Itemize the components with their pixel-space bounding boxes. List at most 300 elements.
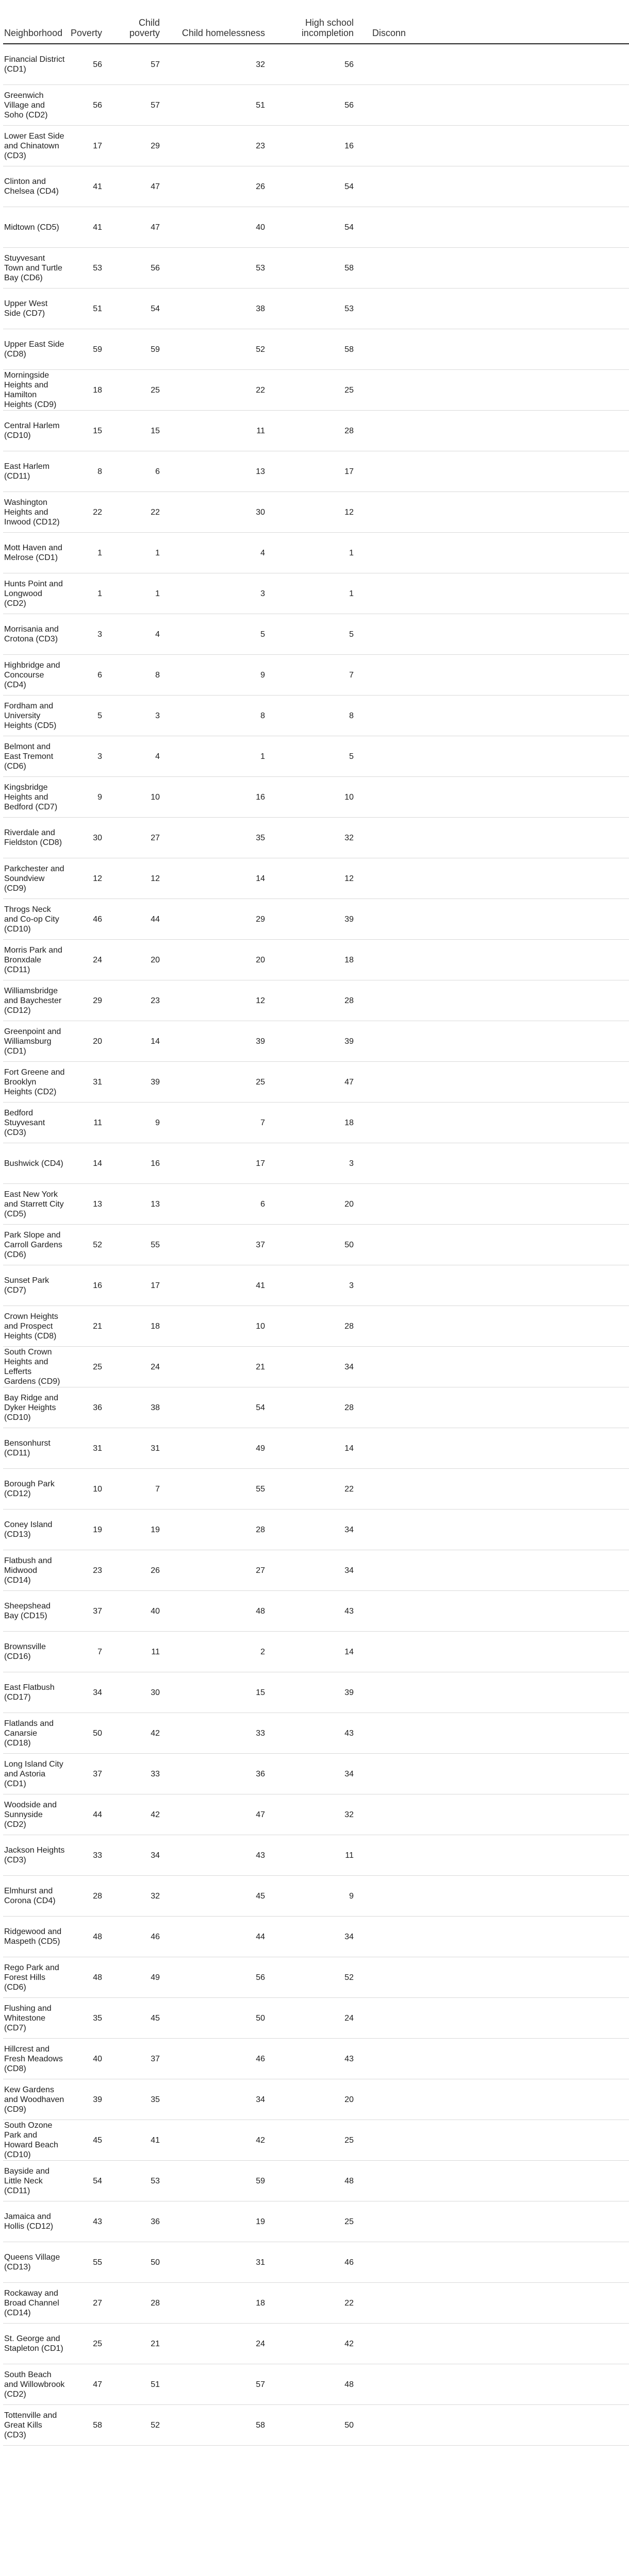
child-homelessness-cell: 16 — [167, 777, 272, 818]
child-poverty-cell: 1 — [109, 573, 167, 614]
poverty-cell: 3 — [67, 736, 109, 777]
high-school-incompletion-cell: 32 — [272, 1794, 361, 1835]
disconnected-cell — [361, 1632, 629, 1672]
high-school-incompletion-cell: 12 — [272, 492, 361, 533]
disconnected-cell — [361, 2405, 629, 2446]
neighborhood-name-cell: Midtown (CD5) — [3, 207, 67, 248]
table-row — [3, 696, 629, 736]
neighborhood-name-cell: East New York and Starrett City (CD5) — [3, 1184, 67, 1225]
high-school-incompletion-cell: 58 — [272, 329, 361, 370]
disconnected-cell — [361, 2283, 629, 2324]
high-school-incompletion-cell: 39 — [272, 1672, 361, 1713]
column-header-poverty[interactable]: Poverty — [67, 5, 109, 44]
poverty-cell: 17 — [67, 126, 109, 166]
neighborhood-name-cell: Bedford Stuyvesant (CD3) — [3, 1103, 67, 1143]
neighborhood-name-cell: Morningside Heights and Hamilton Heights (CD9) — [3, 370, 67, 411]
column-header-high-school-incompletion[interactable]: High school incompletion — [272, 5, 361, 44]
child-poverty-cell: 33 — [109, 1754, 167, 1794]
poverty-cell: 46 — [67, 899, 109, 940]
disconnected-cell — [361, 166, 629, 207]
high-school-incompletion-cell: 5 — [272, 614, 361, 655]
high-school-incompletion-cell: 22 — [272, 1469, 361, 1510]
child-poverty-cell: 39 — [109, 1062, 167, 1103]
high-school-incompletion-cell: 39 — [272, 1021, 361, 1062]
child-homelessness-cell: 1 — [167, 736, 272, 777]
table-row — [3, 126, 629, 166]
poverty-cell: 55 — [67, 2242, 109, 2283]
table-row — [3, 1794, 629, 1835]
child-poverty-cell: 29 — [109, 126, 167, 166]
high-school-incompletion-cell: 43 — [272, 2039, 361, 2079]
table-row — [3, 1876, 629, 1917]
child-poverty-cell: 49 — [109, 1957, 167, 1998]
table-row — [3, 1632, 629, 1672]
disconnected-cell — [361, 1347, 629, 1387]
neighborhood-name-cell: Flushing and Whitestone (CD7) — [3, 1998, 67, 2039]
table-row — [3, 248, 629, 289]
disconnected-cell — [361, 1957, 629, 1998]
disconnected-cell — [361, 1103, 629, 1143]
neighborhood-name-cell: Borough Park (CD12) — [3, 1469, 67, 1510]
neighborhood-name-cell: Flatbush and Midwood (CD14) — [3, 1550, 67, 1591]
table-row — [3, 818, 629, 858]
table-row — [3, 736, 629, 777]
high-school-incompletion-cell: 47 — [272, 1062, 361, 1103]
table-row — [3, 1062, 629, 1103]
poverty-cell: 5 — [67, 696, 109, 736]
child-homelessness-cell: 18 — [167, 2283, 272, 2324]
high-school-incompletion-cell: 42 — [272, 2324, 361, 2364]
child-homelessness-cell: 58 — [167, 2405, 272, 2446]
disconnected-cell — [361, 1184, 629, 1225]
neighborhood-name-cell: St. George and Stapleton (CD1) — [3, 2324, 67, 2364]
disconnected-cell — [361, 2364, 629, 2405]
child-poverty-cell: 18 — [109, 1306, 167, 1347]
table-row — [3, 1143, 629, 1184]
child-homelessness-cell: 51 — [167, 85, 272, 126]
child-poverty-cell: 46 — [109, 1917, 167, 1957]
table-row — [3, 2242, 629, 2283]
table-row — [3, 1510, 629, 1550]
child-poverty-cell: 32 — [109, 1876, 167, 1917]
child-poverty-cell: 35 — [109, 2079, 167, 2120]
poverty-cell: 11 — [67, 1103, 109, 1143]
child-homelessness-cell: 22 — [167, 370, 272, 411]
disconnected-cell — [361, 289, 629, 329]
high-school-incompletion-cell: 18 — [272, 1103, 361, 1143]
high-school-incompletion-cell: 3 — [272, 1143, 361, 1184]
child-poverty-cell: 51 — [109, 2364, 167, 2405]
disconnected-cell — [361, 1225, 629, 1265]
child-homelessness-cell: 7 — [167, 1103, 272, 1143]
high-school-incompletion-cell: 7 — [272, 655, 361, 696]
high-school-incompletion-cell: 34 — [272, 1347, 361, 1387]
neighborhood-name-cell: Upper East Side (CD8) — [3, 329, 67, 370]
poverty-cell: 10 — [67, 1469, 109, 1510]
child-homelessness-cell: 52 — [167, 329, 272, 370]
poverty-cell: 56 — [67, 44, 109, 85]
child-homelessness-cell: 42 — [167, 2120, 272, 2161]
poverty-cell: 54 — [67, 2161, 109, 2201]
high-school-incompletion-cell: 54 — [272, 166, 361, 207]
table-row — [3, 166, 629, 207]
child-poverty-cell: 38 — [109, 1387, 167, 1428]
neighborhood-name-cell: Stuyvesant Town and Turtle Bay (CD6) — [3, 248, 67, 289]
poverty-cell: 47 — [67, 2364, 109, 2405]
neighborhood-name-cell: South Ozone Park and Howard Beach (CD10) — [3, 2120, 67, 2161]
neighborhood-name-cell: Jamaica and Hollis (CD12) — [3, 2201, 67, 2242]
table-row — [3, 451, 629, 492]
high-school-incompletion-cell: 25 — [272, 2201, 361, 2242]
child-poverty-cell: 55 — [109, 1225, 167, 1265]
neighborhood-name-cell: Woodside and Sunnyside (CD2) — [3, 1794, 67, 1835]
poverty-cell: 23 — [67, 1550, 109, 1591]
neighborhood-name-cell: Queens Village (CD13) — [3, 2242, 67, 2283]
child-poverty-cell: 50 — [109, 2242, 167, 2283]
disconnected-cell — [361, 1265, 629, 1306]
poverty-cell: 44 — [67, 1794, 109, 1835]
neighborhood-name-cell: Bay Ridge and Dyker Heights (CD10) — [3, 1387, 67, 1428]
high-school-incompletion-cell: 5 — [272, 736, 361, 777]
poverty-cell: 31 — [67, 1062, 109, 1103]
table-row — [3, 289, 629, 329]
disconnected-cell — [361, 411, 629, 451]
table-row — [3, 85, 629, 126]
child-poverty-cell: 37 — [109, 2039, 167, 2079]
child-homelessness-cell: 25 — [167, 1062, 272, 1103]
high-school-incompletion-cell: 3 — [272, 1265, 361, 1306]
disconnected-cell — [361, 2324, 629, 2364]
table-row — [3, 1672, 629, 1713]
child-homelessness-cell: 30 — [167, 492, 272, 533]
table-row — [3, 1713, 629, 1754]
poverty-cell: 51 — [67, 289, 109, 329]
child-homelessness-cell: 3 — [167, 573, 272, 614]
high-school-incompletion-cell: 16 — [272, 126, 361, 166]
disconnected-cell — [361, 207, 629, 248]
child-poverty-cell: 13 — [109, 1184, 167, 1225]
child-poverty-cell: 24 — [109, 1347, 167, 1387]
poverty-cell: 13 — [67, 1184, 109, 1225]
poverty-cell: 37 — [67, 1591, 109, 1632]
table-row — [3, 2079, 629, 2120]
child-homelessness-cell: 34 — [167, 2079, 272, 2120]
table-row — [3, 940, 629, 980]
child-homelessness-cell: 4 — [167, 533, 272, 573]
child-poverty-cell: 8 — [109, 655, 167, 696]
neighborhood-name-cell: Parkchester and Soundview (CD9) — [3, 858, 67, 899]
child-homelessness-cell: 53 — [167, 248, 272, 289]
table-row — [3, 2161, 629, 2201]
poverty-cell: 33 — [67, 1835, 109, 1876]
child-homelessness-cell: 29 — [167, 899, 272, 940]
poverty-cell: 9 — [67, 777, 109, 818]
poverty-cell: 48 — [67, 1957, 109, 1998]
child-homelessness-cell: 21 — [167, 1347, 272, 1387]
child-poverty-cell: 47 — [109, 207, 167, 248]
disconnected-cell — [361, 1917, 629, 1957]
column-header-child-homelessness[interactable]: Child homelessness — [167, 5, 272, 44]
disconnected-cell — [361, 858, 629, 899]
disconnected-cell — [361, 1510, 629, 1550]
table-row — [3, 1184, 629, 1225]
neighborhood-name-cell: East Flatbush (CD17) — [3, 1672, 67, 1713]
child-homelessness-cell: 13 — [167, 451, 272, 492]
poverty-cell: 53 — [67, 248, 109, 289]
child-homelessness-cell: 15 — [167, 1672, 272, 1713]
child-poverty-cell: 31 — [109, 1428, 167, 1469]
child-homelessness-cell: 56 — [167, 1957, 272, 1998]
poverty-cell: 39 — [67, 2079, 109, 2120]
child-poverty-cell: 52 — [109, 2405, 167, 2446]
child-homelessness-cell: 10 — [167, 1306, 272, 1347]
neighborhood-name-cell: South Beach and Willowbrook (CD2) — [3, 2364, 67, 2405]
child-poverty-cell: 9 — [109, 1103, 167, 1143]
child-poverty-cell: 57 — [109, 85, 167, 126]
neighborhood-name-cell: Rego Park and Forest Hills (CD6) — [3, 1957, 67, 1998]
neighborhood-name-cell: Coney Island (CD13) — [3, 1510, 67, 1550]
child-poverty-cell: 6 — [109, 451, 167, 492]
disconnected-cell — [361, 1591, 629, 1632]
column-header-child-poverty[interactable]: Child poverty — [109, 5, 167, 44]
child-poverty-cell: 7 — [109, 1469, 167, 1510]
child-homelessness-cell: 32 — [167, 44, 272, 85]
child-poverty-cell: 10 — [109, 777, 167, 818]
child-homelessness-cell: 6 — [167, 1184, 272, 1225]
child-homelessness-cell: 31 — [167, 2242, 272, 2283]
high-school-incompletion-cell: 18 — [272, 940, 361, 980]
disconnected-cell — [361, 1550, 629, 1591]
disconnected-cell — [361, 492, 629, 533]
neighborhood-name-cell: South Crown Heights and Lefferts Gardens (CD9) — [3, 1347, 67, 1387]
table-row — [3, 1998, 629, 2039]
table-row — [3, 2201, 629, 2242]
table-row — [3, 1387, 629, 1428]
poverty-cell: 29 — [67, 980, 109, 1021]
disconnected-cell — [361, 85, 629, 126]
high-school-incompletion-cell: 50 — [272, 2405, 361, 2446]
child-poverty-cell: 45 — [109, 1998, 167, 2039]
child-homelessness-cell: 37 — [167, 1225, 272, 1265]
disconnected-cell — [361, 329, 629, 370]
neighborhood-name-cell: Crown Heights and Prospect Heights (CD8) — [3, 1306, 67, 1347]
disconnected-cell — [361, 2120, 629, 2161]
neighborhood-name-cell: Highbridge and Concourse (CD4) — [3, 655, 67, 696]
child-homelessness-cell: 50 — [167, 1998, 272, 2039]
poverty-cell: 34 — [67, 1672, 109, 1713]
neighborhood-name-cell: Lower East Side and Chinatown (CD3) — [3, 126, 67, 166]
neighborhood-name-cell: Kew Gardens and Woodhaven (CD9) — [3, 2079, 67, 2120]
disconnected-cell — [361, 1062, 629, 1103]
child-poverty-cell: 3 — [109, 696, 167, 736]
child-poverty-cell: 12 — [109, 858, 167, 899]
high-school-incompletion-cell: 24 — [272, 1998, 361, 2039]
poverty-cell: 27 — [67, 2283, 109, 2324]
table-row — [3, 2283, 629, 2324]
high-school-incompletion-cell: 9 — [272, 1876, 361, 1917]
table-row — [3, 370, 629, 411]
neighborhood-name-cell: Fordham and University Heights (CD5) — [3, 696, 67, 736]
table-row — [3, 980, 629, 1021]
disconnected-cell — [361, 1469, 629, 1510]
high-school-incompletion-cell: 25 — [272, 2120, 361, 2161]
child-poverty-cell: 30 — [109, 1672, 167, 1713]
child-poverty-cell: 22 — [109, 492, 167, 533]
table-row — [3, 1265, 629, 1306]
neighborhood-name-cell: Greenwich Village and Soho (CD2) — [3, 85, 67, 126]
child-homelessness-cell: 8 — [167, 696, 272, 736]
disconnected-cell — [361, 2079, 629, 2120]
table-row — [3, 1917, 629, 1957]
high-school-incompletion-cell: 56 — [272, 44, 361, 85]
child-poverty-cell: 28 — [109, 2283, 167, 2324]
neighborhood-name-cell: Elmhurst and Corona (CD4) — [3, 1876, 67, 1917]
neighborhood-name-cell: Upper West Side (CD7) — [3, 289, 67, 329]
child-homelessness-cell: 11 — [167, 411, 272, 451]
high-school-incompletion-cell: 20 — [272, 2079, 361, 2120]
table-row — [3, 1021, 629, 1062]
poverty-cell: 25 — [67, 2324, 109, 2364]
table-row — [3, 777, 629, 818]
table-row — [3, 1103, 629, 1143]
neighborhood-name-cell: Hunts Point and Longwood (CD2) — [3, 573, 67, 614]
neighborhood-name-cell: Morrisania and Crotona (CD3) — [3, 614, 67, 655]
child-poverty-cell: 54 — [109, 289, 167, 329]
table-row — [3, 329, 629, 370]
child-homelessness-cell: 48 — [167, 1591, 272, 1632]
table-row — [3, 1835, 629, 1876]
high-school-incompletion-cell: 53 — [272, 289, 361, 329]
table-row — [3, 1347, 629, 1387]
disconnected-cell — [361, 1021, 629, 1062]
table-row — [3, 858, 629, 899]
disconnected-cell — [361, 777, 629, 818]
poverty-cell: 36 — [67, 1387, 109, 1428]
high-school-incompletion-cell: 43 — [272, 1713, 361, 1754]
child-homelessness-cell: 20 — [167, 940, 272, 980]
child-poverty-cell: 26 — [109, 1550, 167, 1591]
child-poverty-cell: 4 — [109, 614, 167, 655]
high-school-incompletion-cell: 34 — [272, 1754, 361, 1794]
table-row — [3, 1591, 629, 1632]
neighborhood-name-cell: Financial District (CD1) — [3, 44, 67, 85]
poverty-cell: 7 — [67, 1632, 109, 1672]
disconnected-cell — [361, 2201, 629, 2242]
table-row — [3, 533, 629, 573]
table-row — [3, 2120, 629, 2161]
neighborhood-name-cell: Clinton and Chelsea (CD4) — [3, 166, 67, 207]
high-school-incompletion-cell: 50 — [272, 1225, 361, 1265]
child-poverty-cell: 15 — [109, 411, 167, 451]
table-row — [3, 492, 629, 533]
disconnected-cell — [361, 1143, 629, 1184]
disconnected-cell — [361, 1672, 629, 1713]
child-poverty-cell: 42 — [109, 1713, 167, 1754]
poverty-cell: 24 — [67, 940, 109, 980]
poverty-cell: 3 — [67, 614, 109, 655]
data-table-container — [3, 5, 629, 2446]
column-header-disconnected[interactable]: Disconn — [361, 5, 629, 44]
child-poverty-cell: 17 — [109, 1265, 167, 1306]
high-school-incompletion-cell: 46 — [272, 2242, 361, 2283]
poverty-cell: 52 — [67, 1225, 109, 1265]
neighborhood-name-cell: Central Harlem (CD10) — [3, 411, 67, 451]
poverty-cell: 50 — [67, 1713, 109, 1754]
disconnected-cell — [361, 1387, 629, 1428]
child-poverty-cell: 23 — [109, 980, 167, 1021]
high-school-incompletion-cell: 1 — [272, 573, 361, 614]
data-table — [3, 5, 629, 2446]
poverty-cell: 18 — [67, 370, 109, 411]
column-header-neighborhood[interactable]: Neighborhood — [3, 5, 67, 44]
child-homelessness-cell: 45 — [167, 1876, 272, 1917]
neighborhood-name-cell: Tottenville and Great Kills (CD3) — [3, 2405, 67, 2446]
child-homelessness-cell: 54 — [167, 1387, 272, 1428]
child-homelessness-cell: 55 — [167, 1469, 272, 1510]
disconnected-cell — [361, 940, 629, 980]
high-school-incompletion-cell: 34 — [272, 1510, 361, 1550]
table-row — [3, 1957, 629, 1998]
poverty-cell: 31 — [67, 1428, 109, 1469]
high-school-incompletion-cell: 25 — [272, 370, 361, 411]
disconnected-cell — [361, 1306, 629, 1347]
neighborhood-name-cell: Brownsville (CD16) — [3, 1632, 67, 1672]
table-row — [3, 1550, 629, 1591]
child-poverty-cell: 42 — [109, 1794, 167, 1835]
poverty-cell: 58 — [67, 2405, 109, 2446]
table-row — [3, 411, 629, 451]
child-homelessness-cell: 36 — [167, 1754, 272, 1794]
child-poverty-cell: 11 — [109, 1632, 167, 1672]
poverty-cell: 6 — [67, 655, 109, 696]
child-homelessness-cell: 47 — [167, 1794, 272, 1835]
child-homelessness-cell: 40 — [167, 207, 272, 248]
neighborhood-name-cell: Williamsbridge and Baychester (CD12) — [3, 980, 67, 1021]
child-homelessness-cell: 33 — [167, 1713, 272, 1754]
neighborhood-name-cell: Greenpoint and Williamsburg (CD1) — [3, 1021, 67, 1062]
child-poverty-cell: 36 — [109, 2201, 167, 2242]
table-body — [3, 44, 629, 2446]
neighborhood-name-cell: Ridgewood and Maspeth (CD5) — [3, 1917, 67, 1957]
table-row — [3, 1225, 629, 1265]
child-homelessness-cell: 38 — [167, 289, 272, 329]
poverty-cell: 41 — [67, 166, 109, 207]
high-school-incompletion-cell: 56 — [272, 85, 361, 126]
poverty-cell: 15 — [67, 411, 109, 451]
poverty-cell: 37 — [67, 1754, 109, 1794]
child-homelessness-cell: 27 — [167, 1550, 272, 1591]
poverty-cell: 59 — [67, 329, 109, 370]
child-poverty-cell: 16 — [109, 1143, 167, 1184]
table-row — [3, 1469, 629, 1510]
child-poverty-cell: 34 — [109, 1835, 167, 1876]
neighborhood-name-cell: Rockaway and Broad Channel (CD14) — [3, 2283, 67, 2324]
disconnected-cell — [361, 44, 629, 85]
child-homelessness-cell: 41 — [167, 1265, 272, 1306]
child-homelessness-cell: 23 — [167, 126, 272, 166]
neighborhood-name-cell: Fort Greene and Brooklyn Heights (CD2) — [3, 1062, 67, 1103]
child-poverty-cell: 19 — [109, 1510, 167, 1550]
disconnected-cell — [361, 1876, 629, 1917]
table-row — [3, 655, 629, 696]
neighborhood-name-cell: Sunset Park (CD7) — [3, 1265, 67, 1306]
disconnected-cell — [361, 1754, 629, 1794]
high-school-incompletion-cell: 10 — [272, 777, 361, 818]
poverty-cell: 28 — [67, 1876, 109, 1917]
high-school-incompletion-cell: 28 — [272, 1306, 361, 1347]
disconnected-cell — [361, 533, 629, 573]
disconnected-cell — [361, 1428, 629, 1469]
